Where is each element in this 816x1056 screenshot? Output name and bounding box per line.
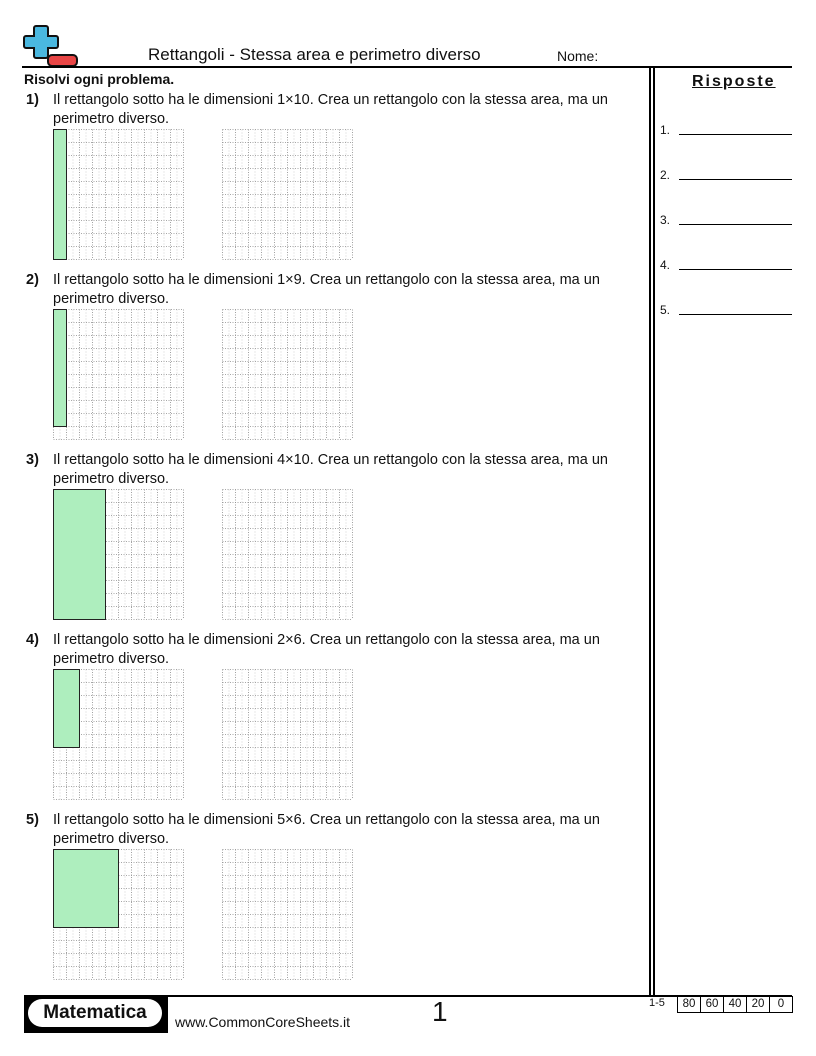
answer-grid bbox=[222, 309, 354, 441]
answer-field[interactable] bbox=[660, 303, 670, 317]
given-rectangle bbox=[53, 309, 67, 427]
brand-label: Matematica bbox=[28, 999, 162, 1027]
score-cell: 80 bbox=[678, 997, 701, 1012]
problem-text: Il rettangolo sotto ha le dimensioni 2×6. Crea un rettangolo con la stessa area, ma un perimetro diverso. bbox=[53, 632, 600, 667]
answer-line bbox=[679, 314, 792, 315]
problem-text: Il rettangolo sotto ha le dimensioni 1×9. Crea un rettangolo con la stessa area, ma un perimetro diverso. bbox=[53, 272, 600, 307]
answer-field[interactable] bbox=[660, 123, 670, 137]
answer-grid bbox=[222, 669, 354, 801]
score-cell: 0 bbox=[777, 998, 785, 1010]
answer-line bbox=[679, 134, 792, 135]
answer-label: 4. bbox=[660, 258, 671, 272]
score-range-label: 1-5 bbox=[649, 997, 665, 1009]
answer-label: 3. bbox=[660, 213, 671, 227]
answer-grid bbox=[222, 849, 354, 981]
given-rectangle bbox=[53, 129, 67, 260]
plus-minus-logo-icon bbox=[22, 24, 80, 68]
given-grid bbox=[53, 309, 185, 441]
answer-line bbox=[679, 179, 792, 180]
given-rectangle bbox=[53, 849, 119, 928]
problem-number: 3) bbox=[26, 452, 39, 468]
score-table bbox=[677, 996, 793, 1013]
answer-grid bbox=[222, 489, 354, 621]
given-grid bbox=[53, 129, 185, 261]
problem-text: Il rettangolo sotto ha le dimensioni 1×10. Crea un rettangolo con la stessa area, ma un perimetro diverso. bbox=[53, 92, 608, 127]
score-cell: 20 bbox=[747, 997, 770, 1012]
answer-label: 5. bbox=[660, 303, 671, 317]
answer-label: 2. bbox=[660, 168, 671, 182]
page-title: Rettangoli - Stessa area e perimetro diverso bbox=[148, 45, 481, 64]
problem-text: Il rettangolo sotto ha le dimensioni 4×10. Crea un rettangolo con la stessa area, ma un perimetro diverso. bbox=[53, 452, 608, 487]
answer-label: 1. bbox=[660, 123, 671, 137]
answer-field[interactable] bbox=[660, 213, 670, 227]
answer-field[interactable] bbox=[660, 258, 670, 272]
problem-number: 5) bbox=[26, 812, 39, 828]
answer-line bbox=[679, 224, 792, 225]
name-label: Nome: bbox=[557, 48, 599, 64]
given-rectangle bbox=[53, 669, 80, 748]
answer-field[interactable] bbox=[660, 168, 670, 182]
problem-number: 1) bbox=[26, 92, 39, 108]
brand-logo bbox=[24, 995, 168, 1033]
given-rectangle bbox=[53, 489, 106, 620]
site-url: www.CommonCoreSheets.it bbox=[175, 1014, 351, 1030]
problem-number: 2) bbox=[26, 272, 39, 288]
instructions: Risolvi ogni problema. bbox=[24, 71, 175, 87]
problem-number: 4) bbox=[26, 632, 39, 648]
column-divider bbox=[653, 67, 655, 996]
score-cell: 40 bbox=[724, 997, 747, 1012]
column-divider bbox=[649, 67, 651, 996]
problem-text: Il rettangolo sotto ha le dimensioni 5×6. Crea un rettangolo con la stessa area, ma un perimetro diverso. bbox=[53, 812, 600, 847]
score-cell: 60 bbox=[701, 997, 724, 1012]
answer-line bbox=[679, 269, 792, 270]
page-number: 1 bbox=[432, 996, 448, 1027]
answers-title: Risposte bbox=[692, 73, 776, 90]
header-divider bbox=[22, 66, 792, 68]
answer-grid bbox=[222, 129, 354, 261]
